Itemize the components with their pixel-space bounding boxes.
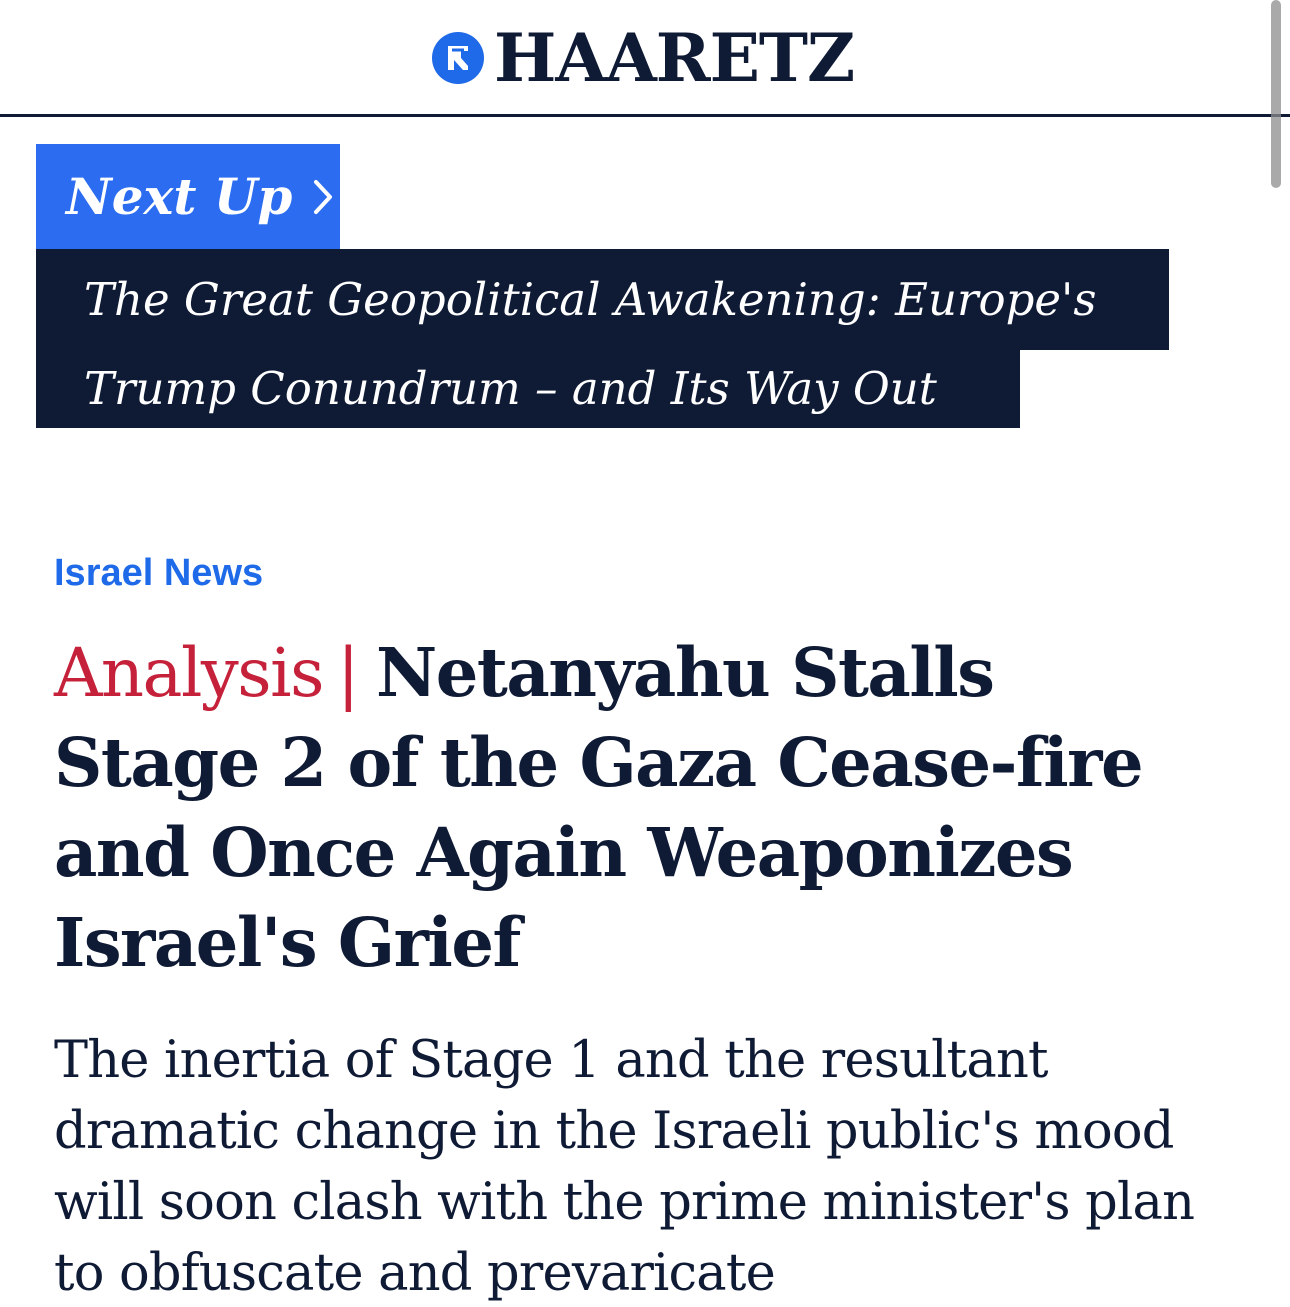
article-headline bbox=[54, 628, 1184, 988]
site-header bbox=[0, 0, 1290, 117]
next-up-headline-line-1[interactable]: The Great Geopolitical Awakening: Europe's bbox=[36, 249, 1169, 350]
haaretz-logo[interactable] bbox=[432, 18, 854, 98]
next-up-headline-line-2[interactable]: Trump Conundrum – and Its Way Out bbox=[36, 350, 1020, 428]
kicker-separator: | bbox=[336, 634, 359, 712]
chevron-right-icon bbox=[312, 178, 334, 216]
haaretz-logo-mark-icon bbox=[432, 32, 484, 84]
headline-text: Netanyahu Stalls Stage 2 of the Gaza Cease-fire and Once Again Weaponizes Israel's Grief bbox=[54, 633, 1143, 982]
logo-wordmark: HAARETZ bbox=[494, 19, 855, 97]
page-scrollbar[interactable] bbox=[1271, 0, 1281, 188]
next-up-label: Next Up bbox=[66, 167, 293, 226]
analysis-kicker: Analysis bbox=[54, 634, 323, 712]
section-link-israel-news[interactable]: Israel News bbox=[54, 552, 264, 594]
article-subtitle: The inertia of Stage 1 and the resultant dramatic change in the Israeli public's mood will soon clash with the prime minister's plan to obfuscate and prevaricate bbox=[54, 1031, 1195, 1303]
next-up-tag[interactable] bbox=[36, 144, 340, 249]
